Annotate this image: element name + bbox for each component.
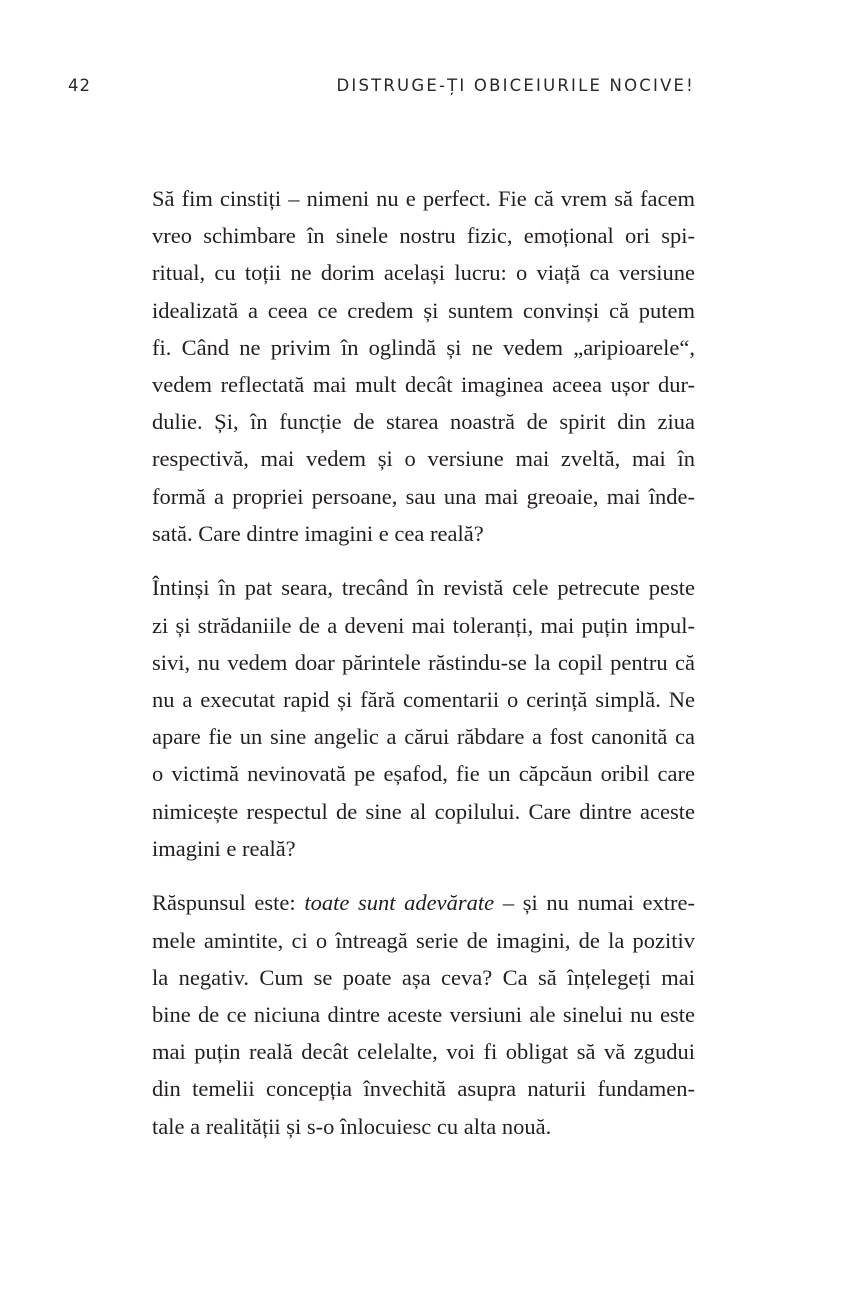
text-line <box>152 1108 695 1145</box>
text-segment: nu a executat rapid și fără comentarii o cerință simplă. Ne <box>152 686 695 712</box>
text-segment: – și nu numai extre- <box>494 890 695 916</box>
text-line <box>152 681 695 718</box>
text-line <box>152 366 695 403</box>
text-line <box>152 922 695 959</box>
text-line <box>152 478 695 515</box>
text-segment: sată. Care dintre imagini e cea reală? <box>152 520 484 546</box>
text-line-content <box>152 836 296 861</box>
book-title: DISTRUGE-ȚI OBICEIURILE NOCIVE! <box>336 76 695 95</box>
text-line <box>152 569 695 606</box>
text-line-content <box>152 1039 695 1064</box>
italic-phrase: toate sunt adevărate <box>304 890 495 916</box>
text-segment: Să fim cinstiți – nimeni nu e perfect. Fie că vrem să facem <box>152 186 695 211</box>
text-segment: apare fie un sine angelic a cărui răbdare a fost canonită ca <box>152 724 695 750</box>
text-line-content <box>152 928 695 953</box>
text-line-content <box>152 1076 695 1101</box>
text-line <box>152 403 695 440</box>
text-line <box>152 959 695 996</box>
paragraph <box>152 180 695 552</box>
text-line-content <box>152 1002 695 1027</box>
text-line-content <box>152 372 695 397</box>
text-line <box>152 996 695 1033</box>
text-segment: sivi, nu vedem doar părintele răstindu-se la copil pentru că <box>152 649 695 675</box>
text-line-content <box>152 799 695 824</box>
text-line-content <box>152 687 695 712</box>
text-line-content <box>152 186 695 211</box>
text-line-content <box>152 298 695 323</box>
text-segment: mele amintite, ci o întreagă serie de imagini, de la pozitiv <box>152 927 695 953</box>
text-line <box>152 440 695 477</box>
paragraph <box>152 569 695 867</box>
text-segment: imagini e reală? <box>152 835 296 861</box>
text-line-content <box>152 409 695 434</box>
text-line <box>152 292 695 329</box>
text-line <box>152 718 695 755</box>
text-line <box>152 830 695 867</box>
text-line-content <box>152 1114 551 1139</box>
text-line <box>152 1033 695 1070</box>
text-segment: Răspunsul este: <box>152 890 305 916</box>
text-line-content <box>152 521 484 546</box>
text-segment: bine de ce niciuna dintre aceste versiuni ale sinelui nu este <box>152 1001 695 1027</box>
text-line-content <box>152 446 695 471</box>
text-segment: respectivă, mai vedem și o versiune mai zveltă, mai în <box>152 446 695 472</box>
text-line-content <box>152 260 695 285</box>
text-segment: vedem reflectată mai mult decât imaginea aceea ușor dur- <box>152 371 695 397</box>
text-line-content <box>152 650 695 675</box>
text-segment: din temelii concepția învechită asupra naturii fundamen- <box>152 1076 695 1102</box>
text-line-content <box>152 613 695 638</box>
text-segment: o victimă nevinovată pe eșafod, fie un căpcăun oribil care <box>152 761 695 787</box>
text-line <box>152 793 695 830</box>
text-segment: zi și strădaniile de a deveni mai toleranți, mai puțin impul- <box>152 612 695 638</box>
text-line <box>152 644 695 681</box>
text-segment: fi. Când ne privim în oglindă și ne vedem „aripioarele“, <box>152 334 695 360</box>
text-line <box>152 607 695 644</box>
text-line <box>152 755 695 792</box>
text-segment: vreo schimbare în sinele nostru fizic, emoțional ori spi- <box>152 223 695 249</box>
text-line <box>152 180 695 217</box>
text-segment: la negativ. Cum se poate așa ceva? Ca să înțelegeți mai <box>152 964 695 990</box>
text-line <box>152 329 695 366</box>
text-line <box>152 1070 695 1107</box>
body-text <box>152 180 695 1162</box>
text-line-content <box>152 724 695 749</box>
text-segment: Întinși în pat seara, trecând în revistă cele petrecute peste <box>152 575 695 601</box>
text-segment: nimicește respectul de sine al copilului. Care dintre aceste <box>152 798 695 824</box>
text-segment: ritual, cu toții ne dorim același lucru: o viață ca versiune <box>152 260 695 286</box>
text-line-content <box>152 575 695 600</box>
text-line <box>152 515 695 552</box>
paragraph <box>152 884 695 1144</box>
text-line-content <box>152 890 695 915</box>
text-segment: idealizată a ceea ce credem și suntem convinși că putem <box>152 297 695 323</box>
text-line-content <box>152 223 695 248</box>
running-header <box>68 76 695 100</box>
text-line <box>152 254 695 291</box>
text-segment: dulie. Și, în funcție de starea noastră de spirit din ziua <box>152 409 695 435</box>
text-segment: formă a propriei persoane, sau una mai greoaie, mai înde- <box>152 483 695 509</box>
text-line-content <box>152 761 695 786</box>
text-segment: mai puțin reală decât celelalte, voi fi obligat să vă zgudui <box>152 1039 695 1065</box>
text-line-content <box>152 965 695 990</box>
text-line <box>152 884 695 921</box>
text-line-content <box>152 484 695 509</box>
page-number: 42 <box>68 76 91 95</box>
text-line <box>152 217 695 254</box>
text-segment: tale a realității și s-o înlocuiesc cu alta nouă. <box>152 1113 552 1139</box>
text-line-content <box>152 335 695 360</box>
